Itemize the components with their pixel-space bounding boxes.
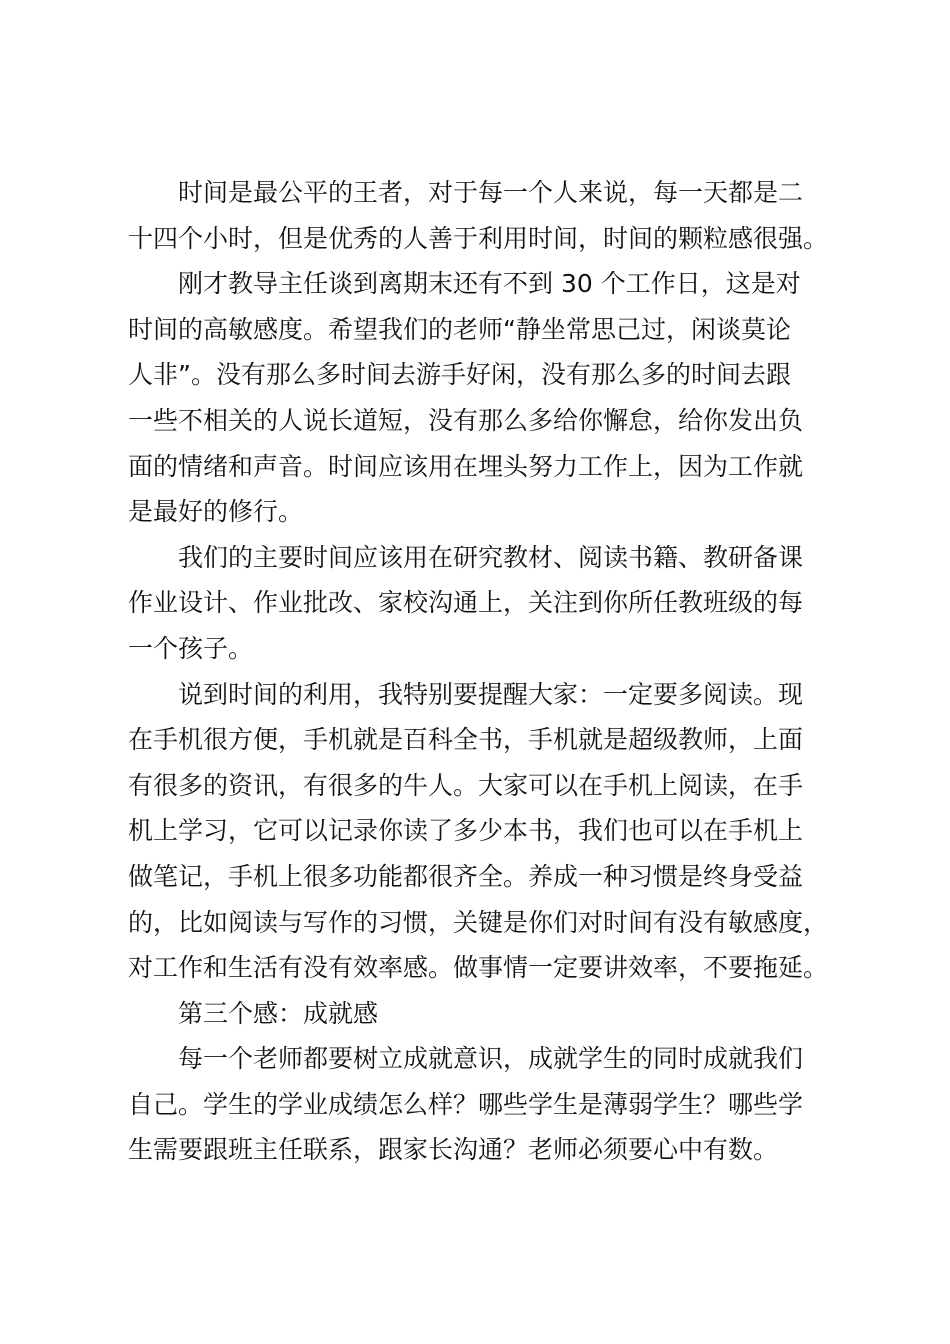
section-heading [128, 991, 834, 1037]
paragraph-2 [128, 261, 834, 535]
text-line: 十四个小时，但是优秀的人善于利用时间，时间的颗粒感很强。 [128, 223, 829, 253]
text-line: 对工作和生活有没有效率感。做事情一定要讲效率，不要拖延。 [128, 953, 829, 983]
paragraph-4 [128, 672, 834, 991]
paragraph-1 [128, 170, 834, 261]
text-line: 作业设计、作业批改、家校沟通上，关注到你所任教班级的每 [128, 588, 804, 618]
paragraph-3 [128, 535, 834, 672]
text-line: 一个孩子。 [128, 633, 254, 663]
text-line: 人非”。没有那么多时间去游手好闲，没有那么多的时间去跟 [128, 360, 791, 390]
text-line: 一些不相关的人说长道短，没有那么多给你懈怠，给你发出负 [128, 405, 804, 435]
text-line: 说到时间的利用，我特别要提醒大家：一定要多阅读。现 [178, 679, 804, 709]
document-body [128, 170, 834, 1173]
text-line: 有很多的资讯，有很多的牛人。大家可以在手机上阅读，在手 [128, 770, 804, 800]
text-line: 的，比如阅读与写作的习惯，关键是你们对时间有没有敏感度， [128, 907, 829, 937]
section-heading-text: 第三个感：成就感 [178, 998, 379, 1028]
text-line: 是最好的修行。 [128, 497, 304, 527]
paragraph-5 [128, 1036, 834, 1173]
text-line: 生需要跟班主任联系，跟家长沟通？老师必须要心中有数。 [128, 1135, 779, 1165]
text-line: 时间的高敏感度。希望我们的老师“静坐常思己过，闲谈莫论 [128, 314, 791, 344]
text-line: 自己。学生的学业成绩怎么样？哪些学生是薄弱学生？哪些学 [128, 1089, 804, 1119]
text-line: 在手机很方便，手机就是百科全书，手机就是超级教师，上面 [128, 725, 804, 755]
text-line: 时间是最公平的王者，对于每一个人来说，每一天都是二 [178, 178, 804, 207]
text-line: 每一个老师都要树立成就意识，成就学生的同时成就我们 [178, 1044, 804, 1074]
text-line: 做笔记，手机上很多功能都很齐全。养成一种习惯是终身受益 [128, 861, 804, 891]
text-line: 面的情绪和声音。时间应该用在埋头努力工作上，因为工作就 [128, 451, 804, 481]
text-line: 机上学习，它可以记录你读了多少本书，我们也可以在手机上 [128, 816, 804, 846]
text-line: 我们的主要时间应该用在研究教材、阅读书籍、教研备课 [178, 542, 804, 572]
text-line: 刚才教导主任谈到离期末还有不到 30 个工作日，这是对 [178, 269, 801, 299]
